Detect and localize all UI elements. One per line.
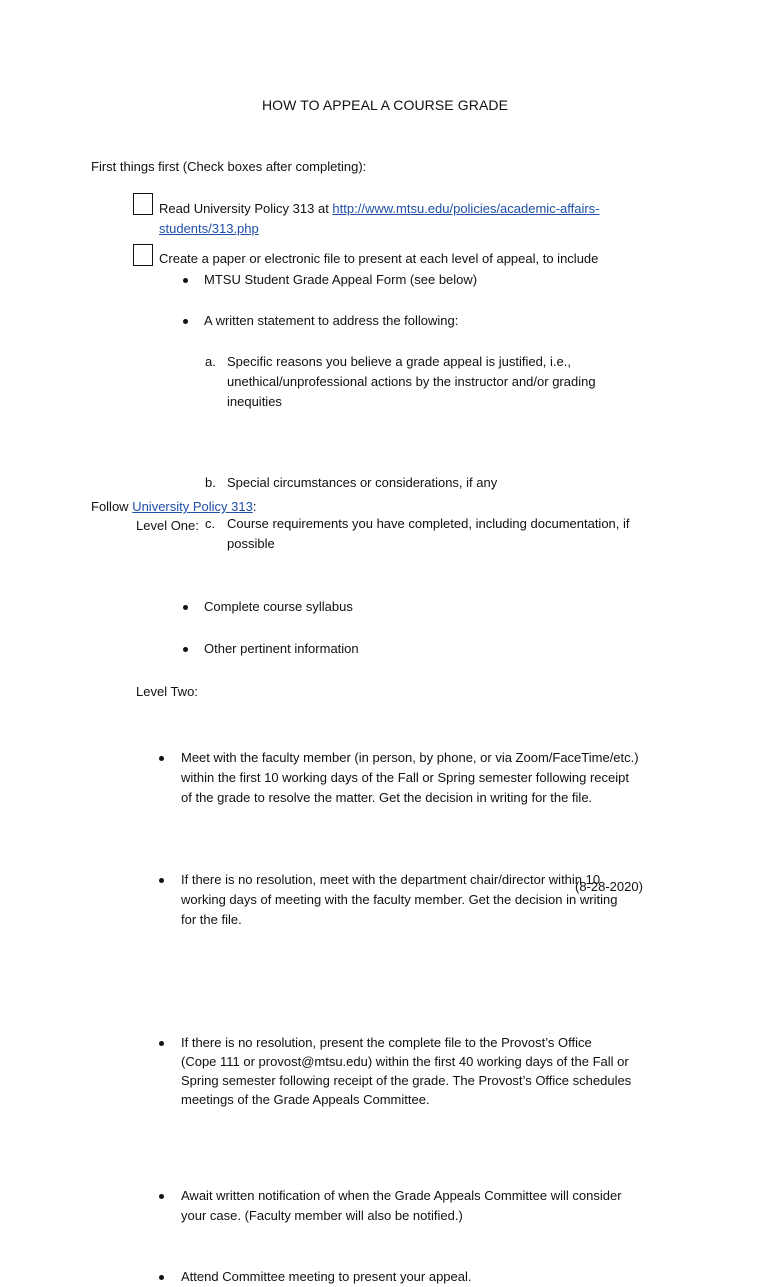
- sub-item-marker: b.: [205, 475, 216, 490]
- sub-item-marker: c.: [205, 516, 216, 531]
- sub-item-a: [205, 352, 770, 412]
- intro-text: First things first (Check boxes after completing):: [91, 159, 367, 174]
- sub-item-marker: a.: [205, 354, 216, 369]
- revision-date: (8-28-2020): [575, 879, 643, 894]
- level-one-heading: Level One:: [136, 518, 199, 533]
- list-item-line: If there is no resolution, meet with the department chair/director within 10: [181, 872, 601, 887]
- list-item-line: Await written notification of when the Grade Appeals Committee will consider: [181, 1188, 622, 1203]
- list-item-line: Meet with the faculty member (in person, by phone, or via Zoom/FaceTime/etc.): [181, 750, 639, 765]
- checklist-item-text: Read University Policy 313 at: [159, 201, 333, 216]
- sub-item-line: Special circumstances or considerations, if any: [227, 475, 498, 490]
- checklist-item-link-continued: [159, 219, 259, 239]
- list-item: A written statement to address the following:: [204, 311, 770, 331]
- list-item: Complete course syllabus: [204, 597, 770, 617]
- checkbox-create-file[interactable]: [133, 244, 153, 266]
- sub-item-line: Specific reasons you believe a grade appeal is justified, i.e.,: [227, 354, 571, 369]
- sub-item-line: inequities: [227, 394, 282, 409]
- level-two-heading: Level Two:: [136, 684, 198, 699]
- list-item: MTSU Student Grade Appeal Form (see below): [204, 270, 770, 290]
- list-item-line: meetings of the Grade Appeals Committee.: [181, 1092, 430, 1107]
- policy-313-url-link-continued[interactable]: students/313.php: [159, 221, 259, 236]
- page-title: HOW TO APPEAL A COURSE GRADE: [261, 97, 509, 113]
- sub-item-line: Course requirements you have completed, including documentation, if: [227, 516, 630, 531]
- list-item: Other pertinent information: [204, 639, 770, 659]
- list-item: [181, 1267, 770, 1287]
- list-item-line: Attend Committee meeting to present your appeal.: [181, 1269, 472, 1284]
- list-item-line: your case. (Faculty member will also be notified.): [181, 1208, 463, 1223]
- list-item-line: If there is no resolution, present the complete file to the Provost’s Office: [181, 1035, 592, 1050]
- policy-313-url-link[interactable]: http://www.mtsu.edu/policies/academic-affairs-: [332, 201, 600, 216]
- follow-policy-line: [91, 497, 256, 517]
- list-item-line: of the grade to resolve the matter. Get the decision in writing for the file.: [181, 790, 593, 805]
- list-item: [181, 870, 770, 930]
- list-item-line: (Cope 111 or provost@mtsu.edu) within the first 40 working days of the Fall or: [181, 1054, 629, 1069]
- list-item-line: working days of meeting with the faculty member. Get the decision in writing: [181, 892, 618, 907]
- checklist-item-create-file: Create a paper or electronic file to present at each level of appeal, to include: [159, 251, 599, 266]
- list-item-line: within the first 10 working days of the Fall or Spring semester following receipt: [181, 770, 629, 785]
- follow-prefix: Follow: [91, 499, 133, 514]
- follow-suffix: :: [252, 499, 257, 514]
- list-item: [181, 1033, 770, 1109]
- sub-item-b: [205, 473, 770, 493]
- list-item-line: Spring semester following receipt of the grade. The Provost’s Office schedules: [181, 1073, 632, 1088]
- list-item-line: for the file.: [181, 912, 242, 927]
- sub-item-c: [205, 514, 770, 554]
- checklist-item-read-policy: [159, 199, 679, 219]
- list-item: [181, 1186, 770, 1226]
- checkbox-read-policy[interactable]: [133, 193, 153, 215]
- list-item: [181, 748, 770, 808]
- university-policy-313-link[interactable]: University Policy 313: [132, 499, 253, 514]
- sub-item-line: possible: [227, 536, 275, 551]
- sub-item-line: unethical/unprofessional actions by the instructor and/or grading: [227, 374, 596, 389]
